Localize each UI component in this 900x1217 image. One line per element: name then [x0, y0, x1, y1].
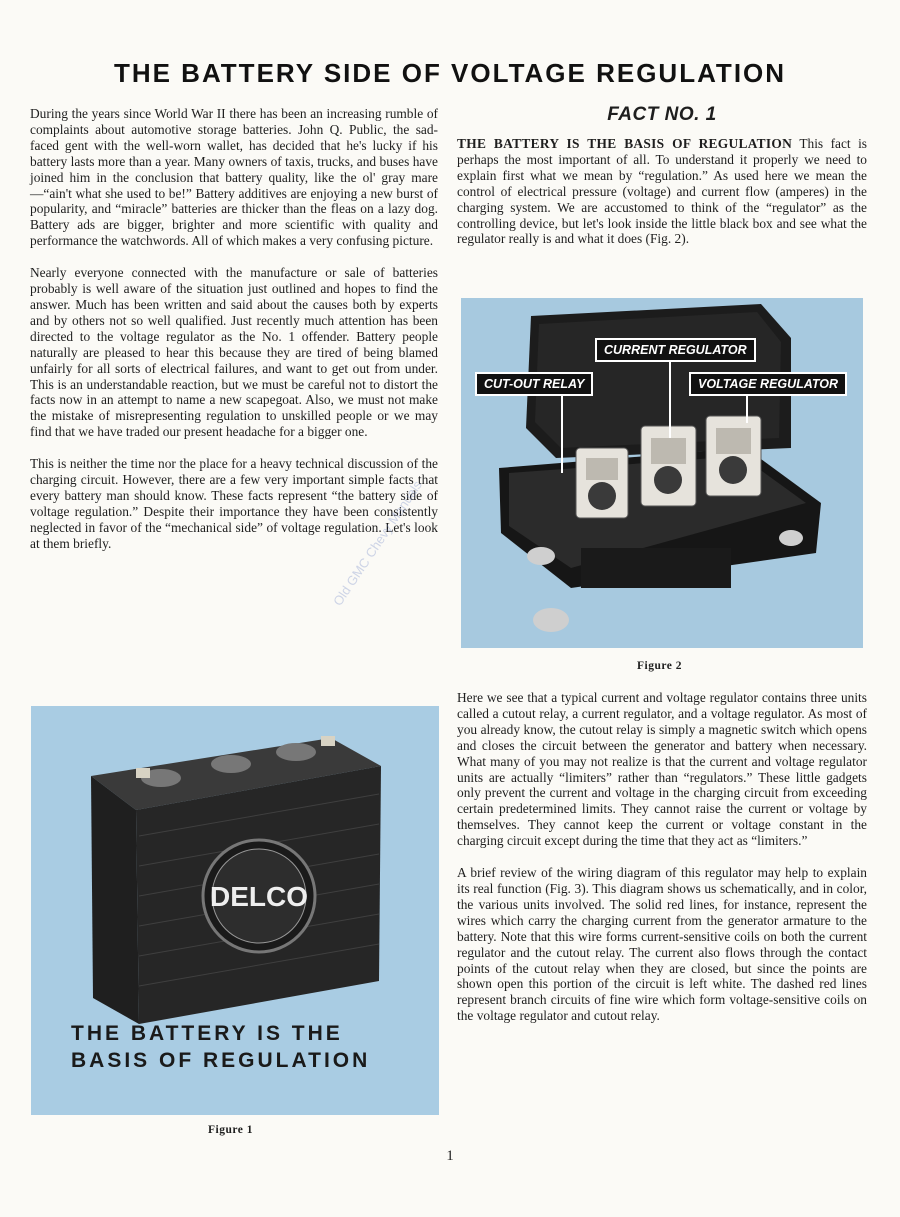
- page-number: 1: [446, 1148, 454, 1164]
- right-column-bottom: [457, 690, 867, 1040]
- fact-text: This fact is perhaps the most important of all. To understand it properly we need to explain first what we mean by “regulation.” As used here we mean the control of electrical pressure (voltage) and current flow (amperes) in the charging system. We are accustomed to think of the “regulator” as the controlling device, but let's look inside the little black box and see what the regulator really is and what it does (Fig. 2).: [457, 136, 868, 247]
- fact-lead: THE BATTERY IS THE BASIS OF REGULATION: [457, 136, 793, 151]
- page-title: THE BATTERY SIDE OF VOLTAGE REGULATION: [113, 58, 787, 88]
- offender-paragraph: Nearly everyone connected with the manufacture or sale of batteries probably is well aware of the situation just outlined and hopes to find the answer. Much has been written and said about the causes both by experts and by others not so well qualified. Just recently much attention has been directed to the voltage regulator as the No. 1 offender. Battery people naturally are pleased to hear this because they are tired of being blamed unfairly for all sorts of electrical failures, and want to get out from under. This is an understandable reaction, but we must be careful not to distort the facts now in an attempt to name a new scapegoat. Also, we must not make the mistake of misrepresenting regulation to unskilled people or we may find that we have traded our present headache for a bigger one.: [30, 265, 438, 440]
- fact-paragraph: [457, 136, 867, 247]
- figure-1-caption: Figure 1: [208, 1124, 253, 1136]
- fact-heading: FACT NO. 1: [607, 104, 717, 125]
- banner-line-1: THE BATTERY IS THE: [71, 1022, 343, 1045]
- label-voltage-regulator: VOLTAGE REGULATOR: [689, 372, 847, 396]
- figure-1-banner: [71, 1020, 391, 1074]
- figure-2-regulator-photo: [461, 298, 863, 648]
- left-column: [30, 106, 438, 568]
- label-current-regulator: CURRENT REGULATOR: [595, 338, 756, 362]
- figure-2-caption: Figure 2: [637, 660, 682, 672]
- intro-paragraph: During the years since World War II there has been an increasing rumble of complaints about automotive storage batteries. John Q. Public, the sad-faced gent with the well-worn wallet, has decided that he's lucky if his battery lasts more than a year. Many owners of taxis, trucks, and buses have joined him in the conclusion that battery quality, like the ol' gray mare—“ain't what she used to be!” Battery additives are enjoying a new burst of popularity, and “miracle” batteries are thicker than the fleas on a lazy dog. Battery ads are bigger, brighter and more scientific with quality and performance the watchwords. All of which makes a very confusing picture.: [30, 106, 438, 249]
- cutout-leader-line: [561, 393, 563, 473]
- current-leader-line: [669, 360, 671, 438]
- watermark: Old GMC Chevy Manuals: [330, 477, 425, 609]
- figure-1-battery-photo: [31, 706, 439, 1115]
- label-cutout-relay: CUT-OUT RELAY: [475, 372, 593, 396]
- facts-intro-paragraph: This is neither the time nor the place for a heavy technical discussion of the charging circuit. However, there are a few very important simple facts that every battery man should know. These facts represent “the battery side of voltage regulation.” Despite their importance they have been consistently neglected in favor of the “mechanical side” of voltage regulation. Let's look at them briefly.: [30, 456, 438, 551]
- regulator-units-paragraph: Here we see that a typical current and voltage regulator contains three units called a cutout relay, a current regulator, and a voltage regulator. As most of you already know, the cutout relay is simply a magnetic switch which opens and closes the circuit between the generator and battery when necessary. What many of you may not realize is that the current and voltage regulator units are actually “limiters” rather than “regulators.” These little gadgets only prevent the current and voltage in the charging circuit from exceeding certain predetermined limits. They cannot raise the current or voltage by themselves. They cannot keep the current or voltage constant in the charging circuit except during the time that they act as “limiters.”: [457, 690, 867, 849]
- voltage-leader-line: [746, 393, 748, 423]
- right-column-top: [457, 104, 867, 263]
- battery-brand: DELCO: [210, 881, 308, 912]
- banner-line-2: BASIS OF REGULATION: [71, 1049, 371, 1072]
- wiring-diagram-paragraph: A brief review of the wiring diagram of this regulator may help to explain its real function (Fig. 3). This diagram shows us schematically, and in color, the various units involved. The solid red lines, for instance, represent the wires which carry the charging current from the generator armature to the battery. Note that this wire forms current-sensitive coils on both the current regulator and the cutout relay. The current also flows through the contact points of the cutout relay when they are closed, but since the points are shown open this portion of the circuit is left white. The dashed red lines represent branch circuits of fine wire which form voltage-sensitive coils on the voltage regulator and cutout relay.: [457, 865, 867, 1024]
